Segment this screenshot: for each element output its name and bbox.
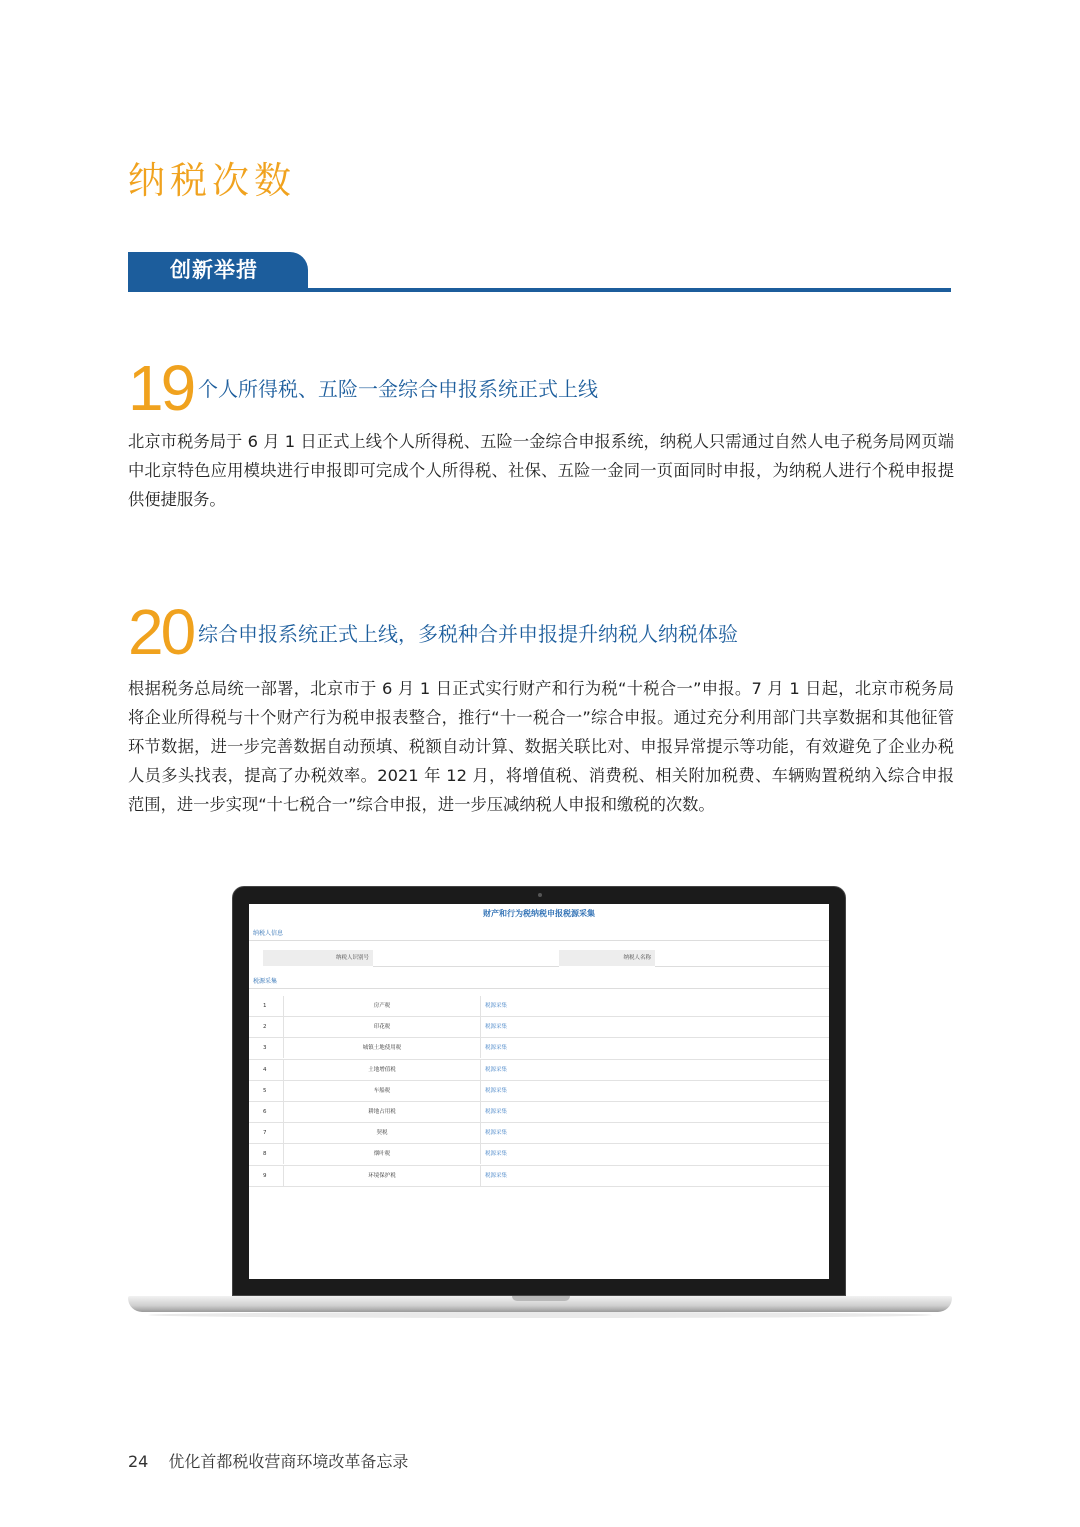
table-row [249,1166,829,1187]
tax-name: 房产税 [283,996,481,1016]
tax-name: 车船税 [283,1081,481,1101]
row-number: 6 [263,1108,267,1115]
taxpayer-info-row [249,950,829,966]
divider [249,988,829,989]
table-row [249,996,829,1017]
collect-link[interactable]: 税源采集 [485,1172,508,1179]
taxpayer-name-label: 纳税人名称 [559,950,655,966]
tax-name: 契税 [283,1123,481,1143]
item-body: 北京市税务局于 6 月 1 日正式上线个人所得税、五险一金综合申报系统，纳税人只需通过自然人电子税务局网页端中北京特色应用模块进行申报即可完成个人所得税、社保、五险一金同一页面同时申报，为纳税人进行个税申报提供便捷服务。 [128,432,954,509]
section-header [128,252,951,292]
tab-tax-source[interactable]: 税源采集 [253,976,277,989]
tax-name: 烟叶税 [283,1144,481,1164]
tax-name: 城镇土地使用税 [283,1038,481,1058]
page-title: 纳税次数 [128,159,296,202]
item-heading: 综合申报系统正式上线，多税种合并申报提升纳税人纳税体验 [198,622,738,646]
laptop-shadow [148,1312,932,1318]
collect-link[interactable]: 税源采集 [485,1003,508,1009]
item-body: 根据税务总局统一部署，北京市于 6 月 1 日正式实行财产和行为税“十税合一”申报。7 月 1 日起，北京市税务局将企业所得税与十个财产行为税申报表整合，推行“十一税合一”综合申报。通过充分利用部门共享数据和其他征管环节数据，进一步完善数据自动预填、税额自动计算、数据关联比对、申报异常提示等功能，有效避免了企业办税人员多头找表，提高了办税效率。2021 年 12 月，将增值税、消费税、相关附加税费、车辆购置税纳入综合申报范围，进一步实现“十七税合一”综合申报，进一步压减纳税人申报和缴税的次数。 [128,679,954,814]
collect-link[interactable]: 税源采集 [485,1045,508,1052]
table-row [249,1144,829,1165]
row-number: 2 [263,1024,267,1031]
book-title: 优化首都税收营商环境改革备忘录 [168,1452,409,1471]
tab-taxpayer-info[interactable]: 纳税人信息 [253,928,283,941]
laptop-illustration [128,886,952,1318]
tax-name: 耕地占用税 [283,1102,481,1122]
collect-link[interactable]: 税源采集 [485,1024,508,1031]
item-number: 20 [128,596,194,668]
laptop-lid [232,886,846,1296]
table-row [249,1123,829,1144]
collect-link[interactable]: 税源采集 [485,1151,508,1158]
tax-name: 环境保护税 [283,1166,481,1186]
row-number: 7 [263,1130,267,1137]
collect-link[interactable]: 税源采集 [485,1130,508,1137]
row-number: 3 [263,1045,267,1052]
item-heading: 个人所得税、五险一金综合申报系统正式上线 [198,377,598,401]
table-row [249,1060,829,1081]
row-number: 4 [263,1066,267,1073]
collect-link[interactable]: 税源采集 [485,1066,508,1073]
collect-link[interactable]: 税源采集 [485,1108,508,1115]
taxpayer-id-field[interactable] [373,950,559,967]
laptop-notch [512,1296,570,1301]
divider [249,940,829,941]
screen-title: 财产和行为税纳税申报税源采集 [483,909,595,918]
table-row [249,1017,829,1038]
tax-name: 印花税 [283,1017,481,1037]
row-number: 8 [263,1151,267,1158]
taxpayer-name-field[interactable] [655,950,829,967]
row-number: 1 [263,1003,267,1009]
item-number: 19 [128,352,194,424]
row-number: 5 [263,1087,267,1094]
collect-link[interactable]: 税源采集 [485,1087,508,1094]
taxpayer-id-label: 纳税人识别号 [263,950,373,966]
page-number: 24 [128,1452,149,1471]
tax-name: 土地增值税 [283,1060,481,1080]
laptop-screen [249,904,829,1279]
table-row [249,1102,829,1123]
table-row [249,1038,829,1059]
table-row [249,1081,829,1102]
row-number: 9 [263,1172,267,1179]
tax-source-table [249,996,829,1187]
footer [128,1449,408,1472]
camera-icon [538,893,542,897]
section-label: 创新举措 [128,252,308,289]
section-divider [128,288,951,292]
